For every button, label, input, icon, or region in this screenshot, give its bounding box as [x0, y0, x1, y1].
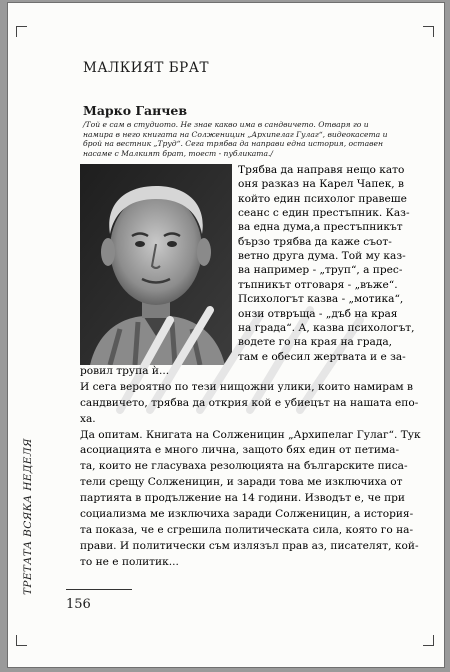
text-line: прави. И политически съм излязъл прав аз, писателят, кой- — [80, 539, 419, 552]
chapter-heading: МАЛКИЯТ БРАТ — [83, 60, 209, 76]
text-line: ва една дума,а престъпникът — [238, 221, 403, 234]
text-line: ва например - „труп“, а прес- — [238, 264, 403, 277]
text-line: тъпникът отговаря - „въже“. — [238, 278, 398, 291]
page-number: 156 — [66, 597, 91, 612]
crop-mark — [16, 26, 27, 37]
text-line: партията в продължение на 14 години. Изводът е, че при — [80, 492, 405, 505]
text-line: ха. — [80, 412, 96, 425]
text-line: водете го на края на града, — [238, 336, 393, 349]
text-line: сеанс с един престъпник. Каз- — [238, 207, 410, 220]
text-line: който един психолог правеше — [238, 192, 407, 205]
text-line: И сега вероятно по тези нищожни улики, които намирам в — [80, 380, 413, 393]
intro-note: /Той е сам в студиото. Не знае какво има в сандвичето. Отваря го и намира в него книгата на Солженицин „Архипелаг Гулаг“, видеокасета и брой на вестник „Труд“. Сега трябва да направи една история, оставен насаме с Малкият брат, тоест - публиката./ — [83, 120, 388, 158]
text-line: асоциацията е много лична, защото бях един от петима- — [80, 444, 400, 457]
crop-mark — [16, 635, 27, 646]
text-line: то не е политик... — [80, 555, 179, 568]
text-line: оня разказ на Карел Чапек, в — [238, 178, 405, 191]
text-line: ровил трупа ѝ... — [80, 364, 170, 377]
text-line: та, които не гласуваха резолюцията на българските писа- — [80, 460, 408, 473]
text-line: Психологът казва - „мотика“, — [238, 293, 404, 306]
text-line: та показа, че е сгрешила политическата сила, която го на- — [80, 523, 414, 536]
text-line: там е обесил жертвата и е за- — [238, 350, 406, 363]
footer-rule — [66, 589, 132, 590]
text-line: Трябва да направя нещо като — [238, 164, 405, 176]
text-line: тели срещу Солженицин, и заради това ме изключиха от — [80, 476, 403, 489]
author-name: Марко Ганчев — [83, 103, 188, 118]
text-line: Да опитам. Книгата на Солженицин „Архипелаг Гулаг“. Тук — [80, 428, 421, 441]
crop-mark — [423, 26, 434, 37]
running-title: ТРЕТАТА ВСЯКА НЕДЕЛЯ — [22, 438, 34, 595]
text-line: ветно друга дума. Той му каз- — [238, 250, 406, 263]
text-line: социализма ме изключиха заради Солженицин, а история- — [80, 508, 414, 520]
text-line: сандвичето, трябва да открия кой е убиецът на нашата епо- — [80, 396, 419, 409]
text-line: онзи отвръща - „дъб на края — [238, 307, 398, 320]
text-line: на града“. А, казва психологът, — [238, 321, 415, 334]
crop-mark — [423, 635, 434, 646]
text-line: бързо трябва да каже съот- — [238, 235, 392, 248]
